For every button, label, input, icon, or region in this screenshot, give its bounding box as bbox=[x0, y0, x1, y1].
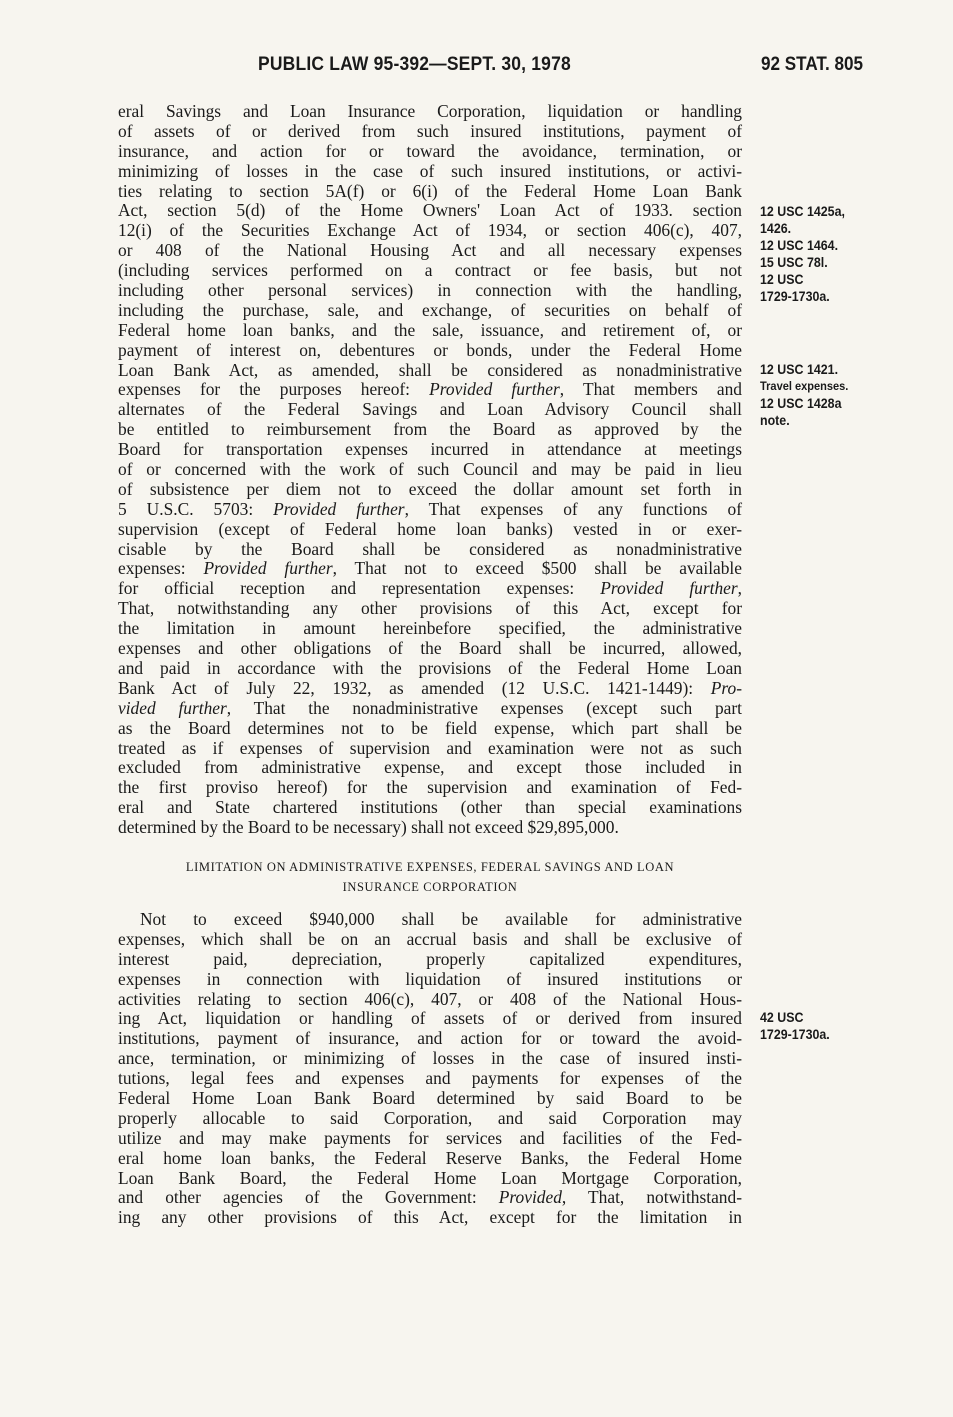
text-line: treated as if expenses of supervision and examination were not as such bbox=[118, 737, 742, 758]
text-line: expenses and other obligations of the Board shall be incurred, allowed, bbox=[118, 638, 742, 659]
text-line: Board for transportation expenses incurred in attendance at meetings bbox=[118, 439, 742, 460]
text-line: expenses in connection with liquidation of insured institutions or bbox=[118, 968, 742, 989]
margin-note: 12 USC 1421. bbox=[760, 362, 839, 377]
text-line: of assets of or derived from such insured institutions, payment of bbox=[118, 120, 742, 141]
text-line: Act, section 5(d) of the Home Owners' Loan Act of 1933. section bbox=[118, 200, 742, 221]
text-line: Loan Bank Act, as amended, shall be considered as nonadministrative bbox=[118, 359, 742, 380]
text-line: Bank Act of July 22, 1932, as amended (12 U.S.C. 1421-1449): Pro- bbox=[118, 677, 742, 698]
text-line: or 408 of the National Housing Act and all necessary expenses bbox=[118, 240, 742, 261]
margin-note: 1426. bbox=[760, 221, 792, 236]
margin-note: 12 USC 1428a bbox=[760, 396, 842, 411]
page-header-title: PUBLIC LAW 95-392—SEPT. 30, 1978 bbox=[258, 54, 571, 75]
text-line: interest paid, depreciation, properly capitalized expenditures, bbox=[118, 948, 742, 969]
text-line: expenses: Provided further, That not to exceed $500 shall be available bbox=[118, 558, 742, 579]
paragraph-1 bbox=[118, 102, 742, 838]
text-line: Loan Bank Board, the Federal Home Loan Mortgage Corporation, bbox=[118, 1167, 742, 1188]
text-line: ing Act, liquidation or handling of assets of or derived from insured bbox=[118, 1008, 742, 1029]
text-line: be entitled to reimbursement from the Board as approved by the bbox=[118, 419, 742, 440]
text-line: properly allocable to said Corporation, and said Corporation may bbox=[118, 1107, 742, 1128]
text-line: of or concerned with the work of such Council and may be paid in lieu bbox=[118, 459, 742, 480]
text-line: eral Savings and Loan Insurance Corporation, liquidation or handling bbox=[118, 101, 742, 121]
text-line: eral home loan banks, the Federal Reserve Banks, the Federal Home bbox=[118, 1147, 742, 1168]
text-line: and paid in accordance with the provisions of the Federal Home Loan bbox=[118, 657, 742, 678]
text-line: payment of interest on, debentures or bonds, under the Federal Home bbox=[118, 339, 742, 360]
text-line: the limitation in amount hereinbefore specified, the administrative bbox=[118, 618, 742, 639]
text-line: excluded from administrative expense, and except those included in bbox=[118, 757, 742, 778]
text-line: for official reception and representation expenses: Provided further, bbox=[118, 578, 742, 599]
text-line: Federal Home Loan Bank Board determined by said Board to be bbox=[118, 1088, 742, 1109]
margin-note: 42 USC bbox=[760, 1010, 804, 1025]
text-line: tutions, legal fees and expenses and payments for expenses of the bbox=[118, 1068, 742, 1089]
text-line: alternates of the Federal Savings and Loan Advisory Council shall bbox=[118, 399, 742, 420]
margin-note: 12 USC 1425a, bbox=[760, 204, 845, 219]
text-line: supervision (except of Federal home loan banks) vested in or exer- bbox=[118, 518, 742, 539]
margin-notes-group-1 bbox=[760, 203, 945, 305]
text-line: including other personal services) in connection with the handling, bbox=[118, 280, 742, 301]
margin-note: 15 USC 78l. bbox=[760, 255, 828, 270]
text-line: minimizing of losses in the case of such insured institutions, or activi- bbox=[118, 160, 742, 181]
text-line: insurance, and action for or toward the avoidance, termination, or bbox=[118, 140, 742, 161]
text-line: 12(i) of the Securities Exchange Act of 1934, or section 406(c), 407, bbox=[118, 220, 742, 241]
page-header-stat: 92 STAT. 805 bbox=[761, 54, 864, 75]
margin-note: Travel expenses. bbox=[760, 379, 849, 393]
margin-note: 1729-1730a. bbox=[760, 289, 830, 304]
text-line: including the purchase, sale, and exchange, of securities on behalf of bbox=[118, 299, 742, 320]
section-heading-line-2: INSURANCE CORPORATION bbox=[342, 880, 518, 894]
text-line: eral and State chartered institutions (other than special examinations bbox=[118, 797, 742, 818]
margin-notes-group-3 bbox=[760, 1009, 945, 1043]
text-line: Federal home loan banks, and the sale, issuance, and retirement of, or bbox=[118, 319, 742, 340]
section-heading-line-1: LIMITATION ON ADMINISTRATIVE EXPENSES, FEDERAL SAVINGS AND LOAN bbox=[185, 860, 675, 874]
text-line: That, notwithstanding any other provisions of this Act, except for bbox=[118, 598, 742, 619]
text-line: (including services performed on a contract or fee basis, but not bbox=[118, 260, 742, 281]
text-line: cisable by the Board shall be considered as nonadministrative bbox=[118, 538, 742, 559]
text-line: and other agencies of the Government: Provided, That, notwithstand- bbox=[118, 1187, 742, 1208]
margin-note: 1729-1730a. bbox=[760, 1027, 830, 1042]
text-line: the first proviso hereof) for the supervision and examination of Fed- bbox=[118, 777, 742, 798]
text-line: of subsistence per diem not to exceed the dollar amount set forth in bbox=[118, 478, 742, 499]
text-line: ties relating to section 5A(f) or 6(i) of the Federal Home Loan Bank bbox=[118, 180, 742, 201]
margin-notes-group-2 bbox=[760, 361, 945, 429]
text-line: ing any other provisions of this Act, except for the limitation in bbox=[118, 1207, 742, 1228]
text-line: 5 U.S.C. 5703: Provided further, That expenses of any functions of bbox=[118, 498, 742, 519]
margin-note: 12 USC 1464. bbox=[760, 238, 839, 253]
text-line: ance, termination, or minimizing of losses in the case of insured insti- bbox=[118, 1048, 742, 1069]
margin-note: 12 USC bbox=[760, 272, 804, 287]
text-line: vided further, That the nonadministrative expenses (except such part bbox=[118, 697, 742, 718]
text-line: activities relating to section 406(c), 407, or 408 of the National Hous- bbox=[118, 988, 742, 1009]
paragraph-2 bbox=[118, 910, 742, 1228]
text-line: Not to exceed $940,000 shall be available for administrative bbox=[140, 909, 742, 929]
text-line: as the Board determines not to be field expense, which part shall be bbox=[118, 717, 742, 738]
text-line: determined by the Board to be necessary) shall not exceed $29,895,000. bbox=[118, 817, 619, 838]
margin-note: note. bbox=[760, 413, 790, 428]
text-line: utilize and may make payments for services and facilities of the Fed- bbox=[118, 1127, 742, 1148]
text-line: institutions, payment of insurance, and action for or toward the avoid- bbox=[118, 1028, 742, 1049]
text-line: expenses, which shall be on an accrual basis and shall be exclusive of bbox=[118, 928, 742, 949]
text-line: expenses for the purposes hereof: Provided further, That members and bbox=[118, 379, 742, 400]
